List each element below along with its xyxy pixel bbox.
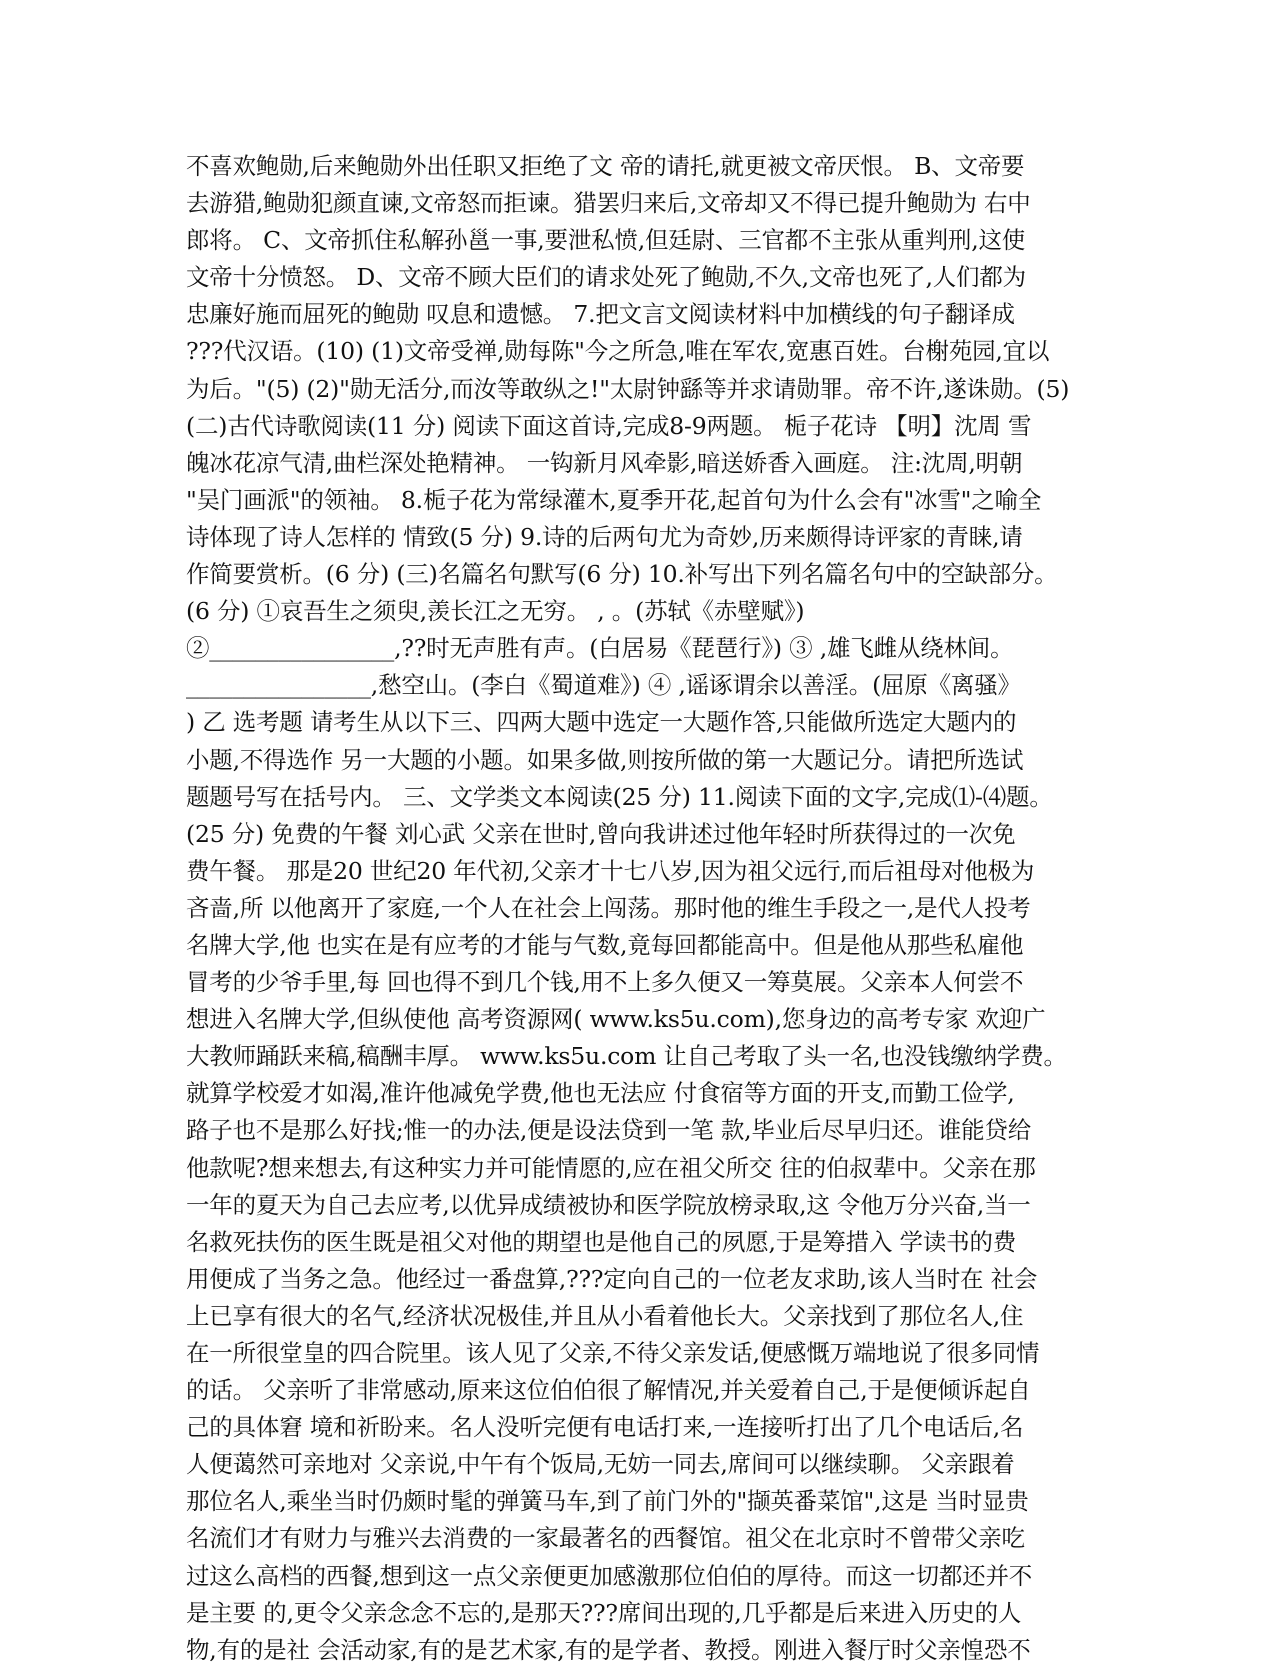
text-line: 是主要 的,更令父亲念念不忘的,是那天???席间出现的,几乎都是后来进入历史的人 <box>186 1598 1022 1627</box>
text-line: 作简要赏析。(6 分) (三)名篇名句默写(6 分) 10.补写出下列名篇名句中的空缺部分。 <box>186 560 1058 589</box>
text-line: 费午餐。 那是20 世纪20 年代初,父亲才十七八岁,因为祖父远行,而后祖母对他极为 <box>186 856 1035 885</box>
text-line: 不喜欢鲍勋,后来鲍勋外出任职又拒绝了文 帝的请托,就更被文帝厌恨。 B、文帝要 <box>186 152 1025 180</box>
text-line: 过这么高档的西餐,想到这一点父亲便更加感激那位伯伯的厚待。而这一切都还并不 <box>186 1561 1033 1590</box>
text-line: 为后。"(5) (2)"勋无活分,而汝等敢纵之!"太尉钟繇等并求请勋罪。帝不许,遂诛勋。(5) <box>186 374 1070 403</box>
text-line: (二)古代诗歌阅读(11 分) 阅读下面这首诗,完成8-9两题。 栀子花诗 【明】沈周 雪 <box>186 411 1032 440</box>
text-line: 魄冰花凉气清,曲栏深处艳精神。 一钩新月风牵影,暗送娇香入画庭。 注:沈周,明朝 <box>186 448 1023 477</box>
text-line: 上已享有很大的名气,经济状况极佳,并且从小看着他长大。父亲找到了那位名人,住 <box>186 1301 1024 1330</box>
text-line: 题题号写在括号内。 三、文学类文本阅读(25 分) 11.阅读下面的文字,完成⑴-⑷题。 <box>186 782 1053 811</box>
text-line: 忠廉好施而屈死的鲍勋 叹息和遗憾。 7.把文言文阅读材料中加横线的句子翻译成 <box>186 300 1015 329</box>
text-line: 吝啬,所 以他离开了家庭,一个人在社会上闯荡。那时他的维生手段之一,是代人投考 <box>186 893 1031 922</box>
text-line: 那位名人,乘坐当时仍颇时髦的弹簧马车,到了前门外的"撷英番菜馆",这是 当时显贵 <box>186 1487 1029 1516</box>
text-line: 名救死扶伤的医生既是祖父对他的期望也是他自己的夙愿,于是筹措入 学读书的费 <box>186 1227 1017 1256</box>
text-line: 去游猎,鲍勋犯颜直谏,文帝怒而拒谏。猎罢归来后,文帝却又不得已提升鲍勋为 右中 <box>186 189 1031 218</box>
text-line: ???代汉语。(10) (1)文帝受禅,勋每陈"今之所急,唯在军农,宽惠百姓。台榭苑园,宜以 <box>186 337 1050 366</box>
text-line: 物,有的是社 会活动家,有的是艺术家,有的是学者、教授。刚进入餐厅时父亲惶恐不 <box>186 1635 1031 1664</box>
text-line: 想进入名牌大学,但纵使他 高考资源网( www.ks5u.com),您身边的高考专家 欢迎广 <box>186 1005 1046 1034</box>
text-line: 冒考的少爷手里,每 回也得不到几个钱,用不上多久便又一筹莫展。父亲本人何尝不 <box>186 968 1024 997</box>
body-text <box>186 148 1091 1669</box>
text-line: (6 分) ①哀吾生之须臾,羡长江之无穷。 , 。(苏轼《赤壁赋》) <box>186 597 805 626</box>
text-line: 他款呢?想来想去,有这种实力并可能情愿的,应在祖父所交 往的伯叔辈中。父亲在那 <box>186 1153 1036 1182</box>
text-line: 名流们才有财力与雅兴去消费的一家最著名的西餐馆。祖父在北京时不曾带父亲吃 <box>186 1524 1025 1553</box>
text-line: 用便成了当务之急。他经过一番盘算,???定向自己的一位老友求助,该人当时在 社会 <box>186 1264 1038 1293</box>
text-line: 郎将。 C、文帝抓住私解孙邕一事,要泄私愤,但廷尉、三官都不主张从重判刑,这使 <box>186 226 1026 255</box>
text-line: ②________________,??时无声胜有声。(白居易《琵琶行》) ③ ,雄飞雌从绕林间。 <box>186 634 1014 663</box>
text-line: 大教师踊跃来稿,稿酬丰厚。 www.ks5u.com 让自己考取了头一名,也没钱缴纳学费。 <box>186 1042 1067 1071</box>
text-line: "吴门画派"的领袖。 8.栀子花为常绿灌木,夏季开花,起首句为什么会有"冰雪"之喻全 <box>186 485 1042 514</box>
text-line: 的话。 父亲听了非常感动,原来这位伯伯很了解情况,并关爱着自己,于是便倾诉起自 <box>186 1376 1031 1405</box>
text-line: 己的具体窘 境和祈盼来。名人没听完便有电话打来,一连接听打出了几个电话后,名 <box>186 1413 1024 1442</box>
text-line: 文帝十分愤怒。 D、文帝不顾大臣们的请求处死了鲍勋,不久,文帝也死了,人们都为 <box>186 263 1026 292</box>
text-line: 在一所很堂皇的四合院里。该人见了父亲,不待父亲发话,便感慨万端地说了很多同情 <box>186 1339 1040 1367</box>
text-line: 小题,不得选作 另一大题的小题。如果多做,则按所做的第一大题记分。请把所选试 <box>186 745 1024 774</box>
text-line: ) 乙 选考题 请考生从以下三、四两大题中选定一大题作答,只能做所选定大题内的 <box>186 708 1017 737</box>
text-line: 路子也不是那么好找;惟一的办法,便是设法贷到一笔 款,毕业后尽早归还。谁能贷给 <box>186 1116 1032 1145</box>
text-line: 一年的夏天为自己去应考,以优异成绩被协和医学院放榜录取,这 令他万分兴奋,当一 <box>186 1190 1031 1219</box>
text-line: 诗体现了诗人怎样的 情致(5 分) 9.诗的后两句尤为奇妙,历来颇得诗评家的青睐,请 <box>186 522 1023 551</box>
text-line: 名牌大学,他 也实在是有应考的才能与气数,竟每回都能高中。但是他从那些私雇他 <box>186 930 1024 959</box>
text-line: 就算学校爱才如渴,准许他减免学费,他也无法应 付食宿等方面的开支,而勤工俭学, <box>186 1079 1015 1108</box>
text-line: 人便蔼然可亲地对 父亲说,中午有个饭局,无妨一同去,席间可以继续聊。 父亲跟着 <box>186 1450 1015 1479</box>
text-line: ________________,愁空山。(李白《蜀道难》) ④ ,谣诼谓余以善淫。(屈原《离骚》 <box>186 671 1021 700</box>
text-line: (25 分) 免费的午餐 刘心武 父亲在世时,曾向我讲述过他年轻时所获得过的一次免 <box>186 819 1016 848</box>
